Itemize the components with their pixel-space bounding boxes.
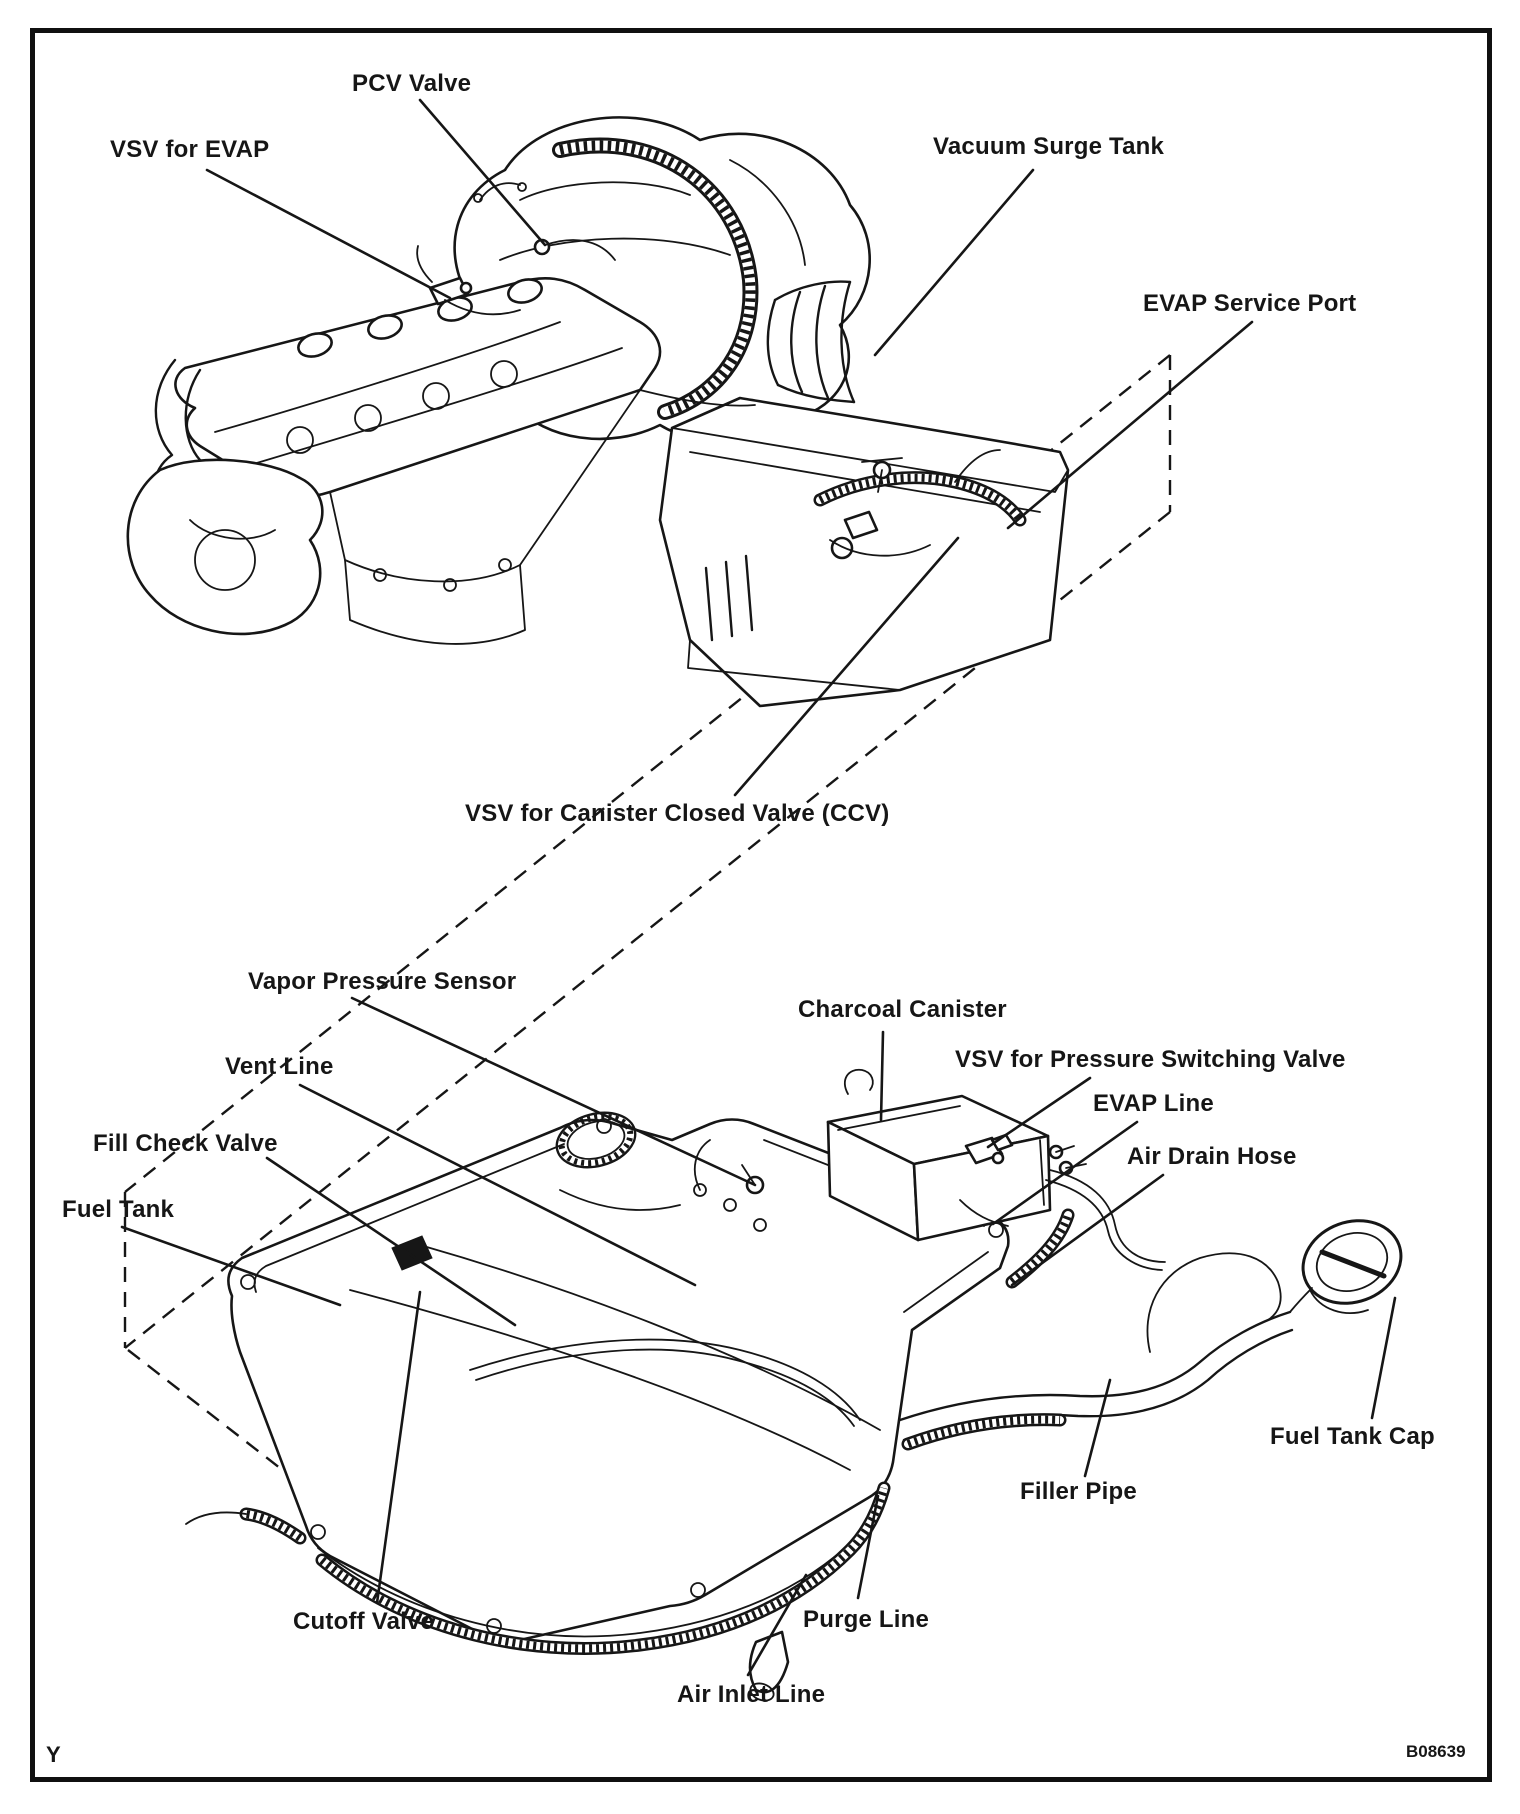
label-vsv-pressure-switching: VSV for Pressure Switching Valve [955,1046,1346,1073]
leader-evap-service-port [1008,322,1252,528]
leader-vsv-evap [207,170,450,298]
label-fill-check-valve: Fill Check Valve [93,1130,278,1157]
label-vent-line: Vent Line [225,1053,334,1080]
leader-fuel-tank-cap [1372,1298,1395,1418]
label-vapor-pressure-sensor: Vapor Pressure Sensor [248,968,517,995]
label-cutoff-valve: Cutoff Valve [293,1608,435,1635]
air-cleaner-housing [660,398,1068,706]
corner-letter: Y [46,1742,61,1767]
air-drain-hose-part [1012,1215,1068,1282]
label-evap-service-port: EVAP Service Port [1143,290,1357,317]
label-charcoal-canister: Charcoal Canister [798,996,1007,1023]
leader-vacuum-surge-tank [875,170,1033,355]
engine-illustration [128,117,1068,706]
label-vsv-ccv: VSV for Canister Closed Valve (CCV) [465,800,890,827]
label-purge-line: Purge Line [803,1606,930,1633]
label-filler-pipe: Filler Pipe [1020,1478,1137,1505]
label-air-inlet-line: Air Inlet Line [677,1681,826,1708]
figure-code: B08639 [1406,1742,1466,1761]
leader-charcoal-canister [881,1032,883,1120]
label-fuel-tank: Fuel Tank [62,1196,175,1223]
label-evap-line: EVAP Line [1093,1090,1214,1117]
label-air-drain-hose: Air Drain Hose [1127,1143,1297,1170]
leader-filler-pipe [1085,1380,1110,1476]
label-fuel-tank-cap: Fuel Tank Cap [1270,1423,1435,1450]
label-pcv-valve: PCV Valve [352,70,472,97]
label-vacuum-surge-tank: Vacuum Surge Tank [933,133,1165,160]
label-vsv-evap: VSV for EVAP [110,136,270,163]
